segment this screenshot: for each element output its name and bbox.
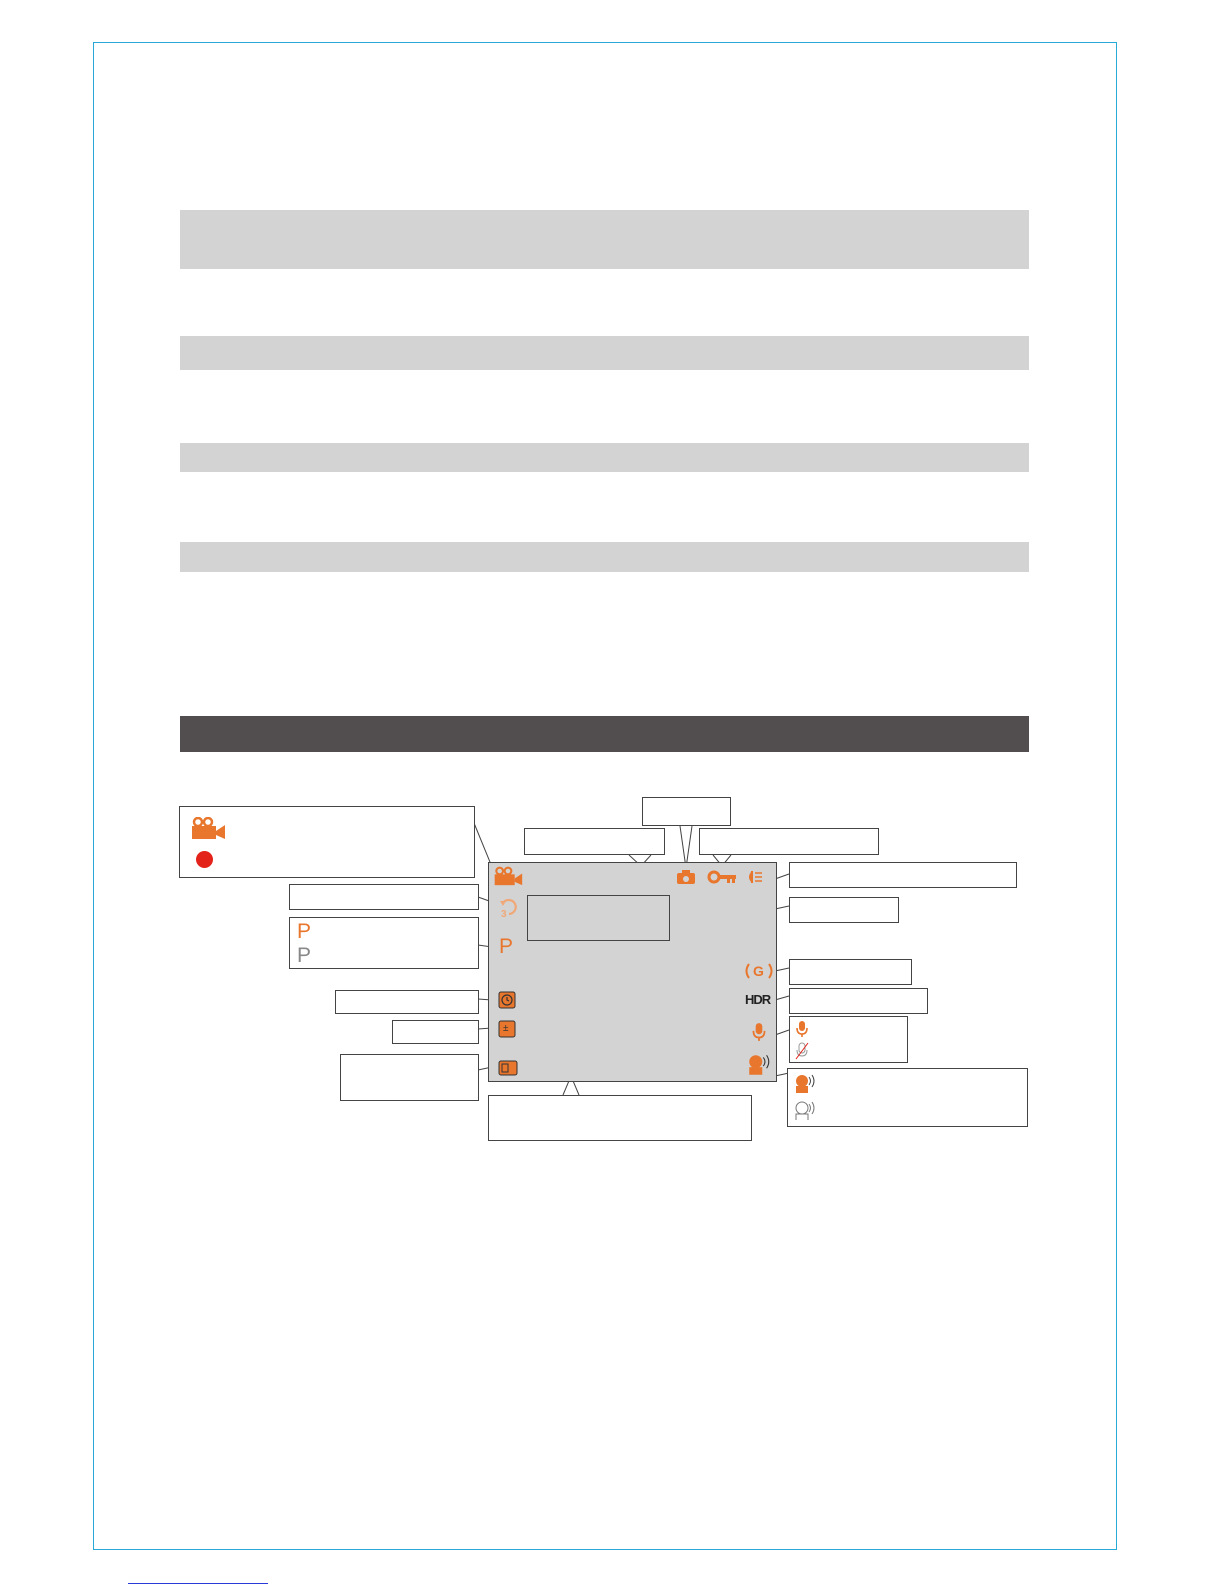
svg-text:±: ± [503, 1023, 509, 1034]
callout-headlight [789, 862, 1017, 888]
callout-exposure [392, 1020, 479, 1044]
hdr-indicator: HDR [745, 992, 771, 1007]
callout-microphone [789, 1016, 908, 1063]
video-camera-icon [190, 817, 226, 839]
callout-status-bar [488, 1095, 752, 1141]
voice-off-icon [793, 1101, 817, 1121]
callout-camera [642, 797, 731, 826]
callout-g-sensor [789, 959, 912, 985]
parking-off-letter: P [297, 944, 312, 967]
callout-top-right [789, 897, 899, 923]
g-sensor-icon [745, 962, 773, 980]
microphone-off-icon [795, 1042, 809, 1060]
voice-on-icon [793, 1074, 817, 1094]
screen-video-mode-icon [493, 866, 523, 886]
headlight-icon [745, 870, 763, 884]
clock-icon [498, 991, 516, 1009]
callout-memory-card [340, 1054, 479, 1101]
callout-resolution [527, 895, 670, 941]
section-band-1 [180, 210, 1029, 269]
callout-lock [699, 828, 879, 855]
callout-parking-mode [289, 917, 479, 969]
voice-prompt-icon [746, 1054, 772, 1076]
callout-timer [335, 990, 479, 1014]
callout-video-mode [179, 806, 475, 878]
parking-mode-indicator: P [499, 935, 514, 958]
section-band-4 [180, 542, 1029, 572]
callout-date-time [524, 828, 665, 855]
svg-text:G: G [753, 963, 764, 979]
key-icon [707, 870, 737, 884]
section-header-band [180, 716, 1029, 752]
loop-recording-icon [497, 895, 521, 919]
camera-icon [676, 869, 696, 885]
microphone-icon [751, 1022, 767, 1042]
record-dot-icon [196, 851, 213, 868]
callout-hdr [789, 988, 928, 1014]
microphone-on-icon [795, 1020, 809, 1038]
footer-link-underline [128, 1583, 268, 1584]
svg-text:3: 3 [501, 909, 507, 919]
parking-on-letter: P [297, 920, 312, 943]
exposure-icon [498, 1020, 516, 1038]
callout-voice-prompt [787, 1068, 1028, 1127]
callout-loop-recording [289, 884, 479, 910]
memory-card-icon [498, 1060, 518, 1076]
section-band-2 [180, 336, 1029, 370]
section-band-3 [180, 443, 1029, 472]
